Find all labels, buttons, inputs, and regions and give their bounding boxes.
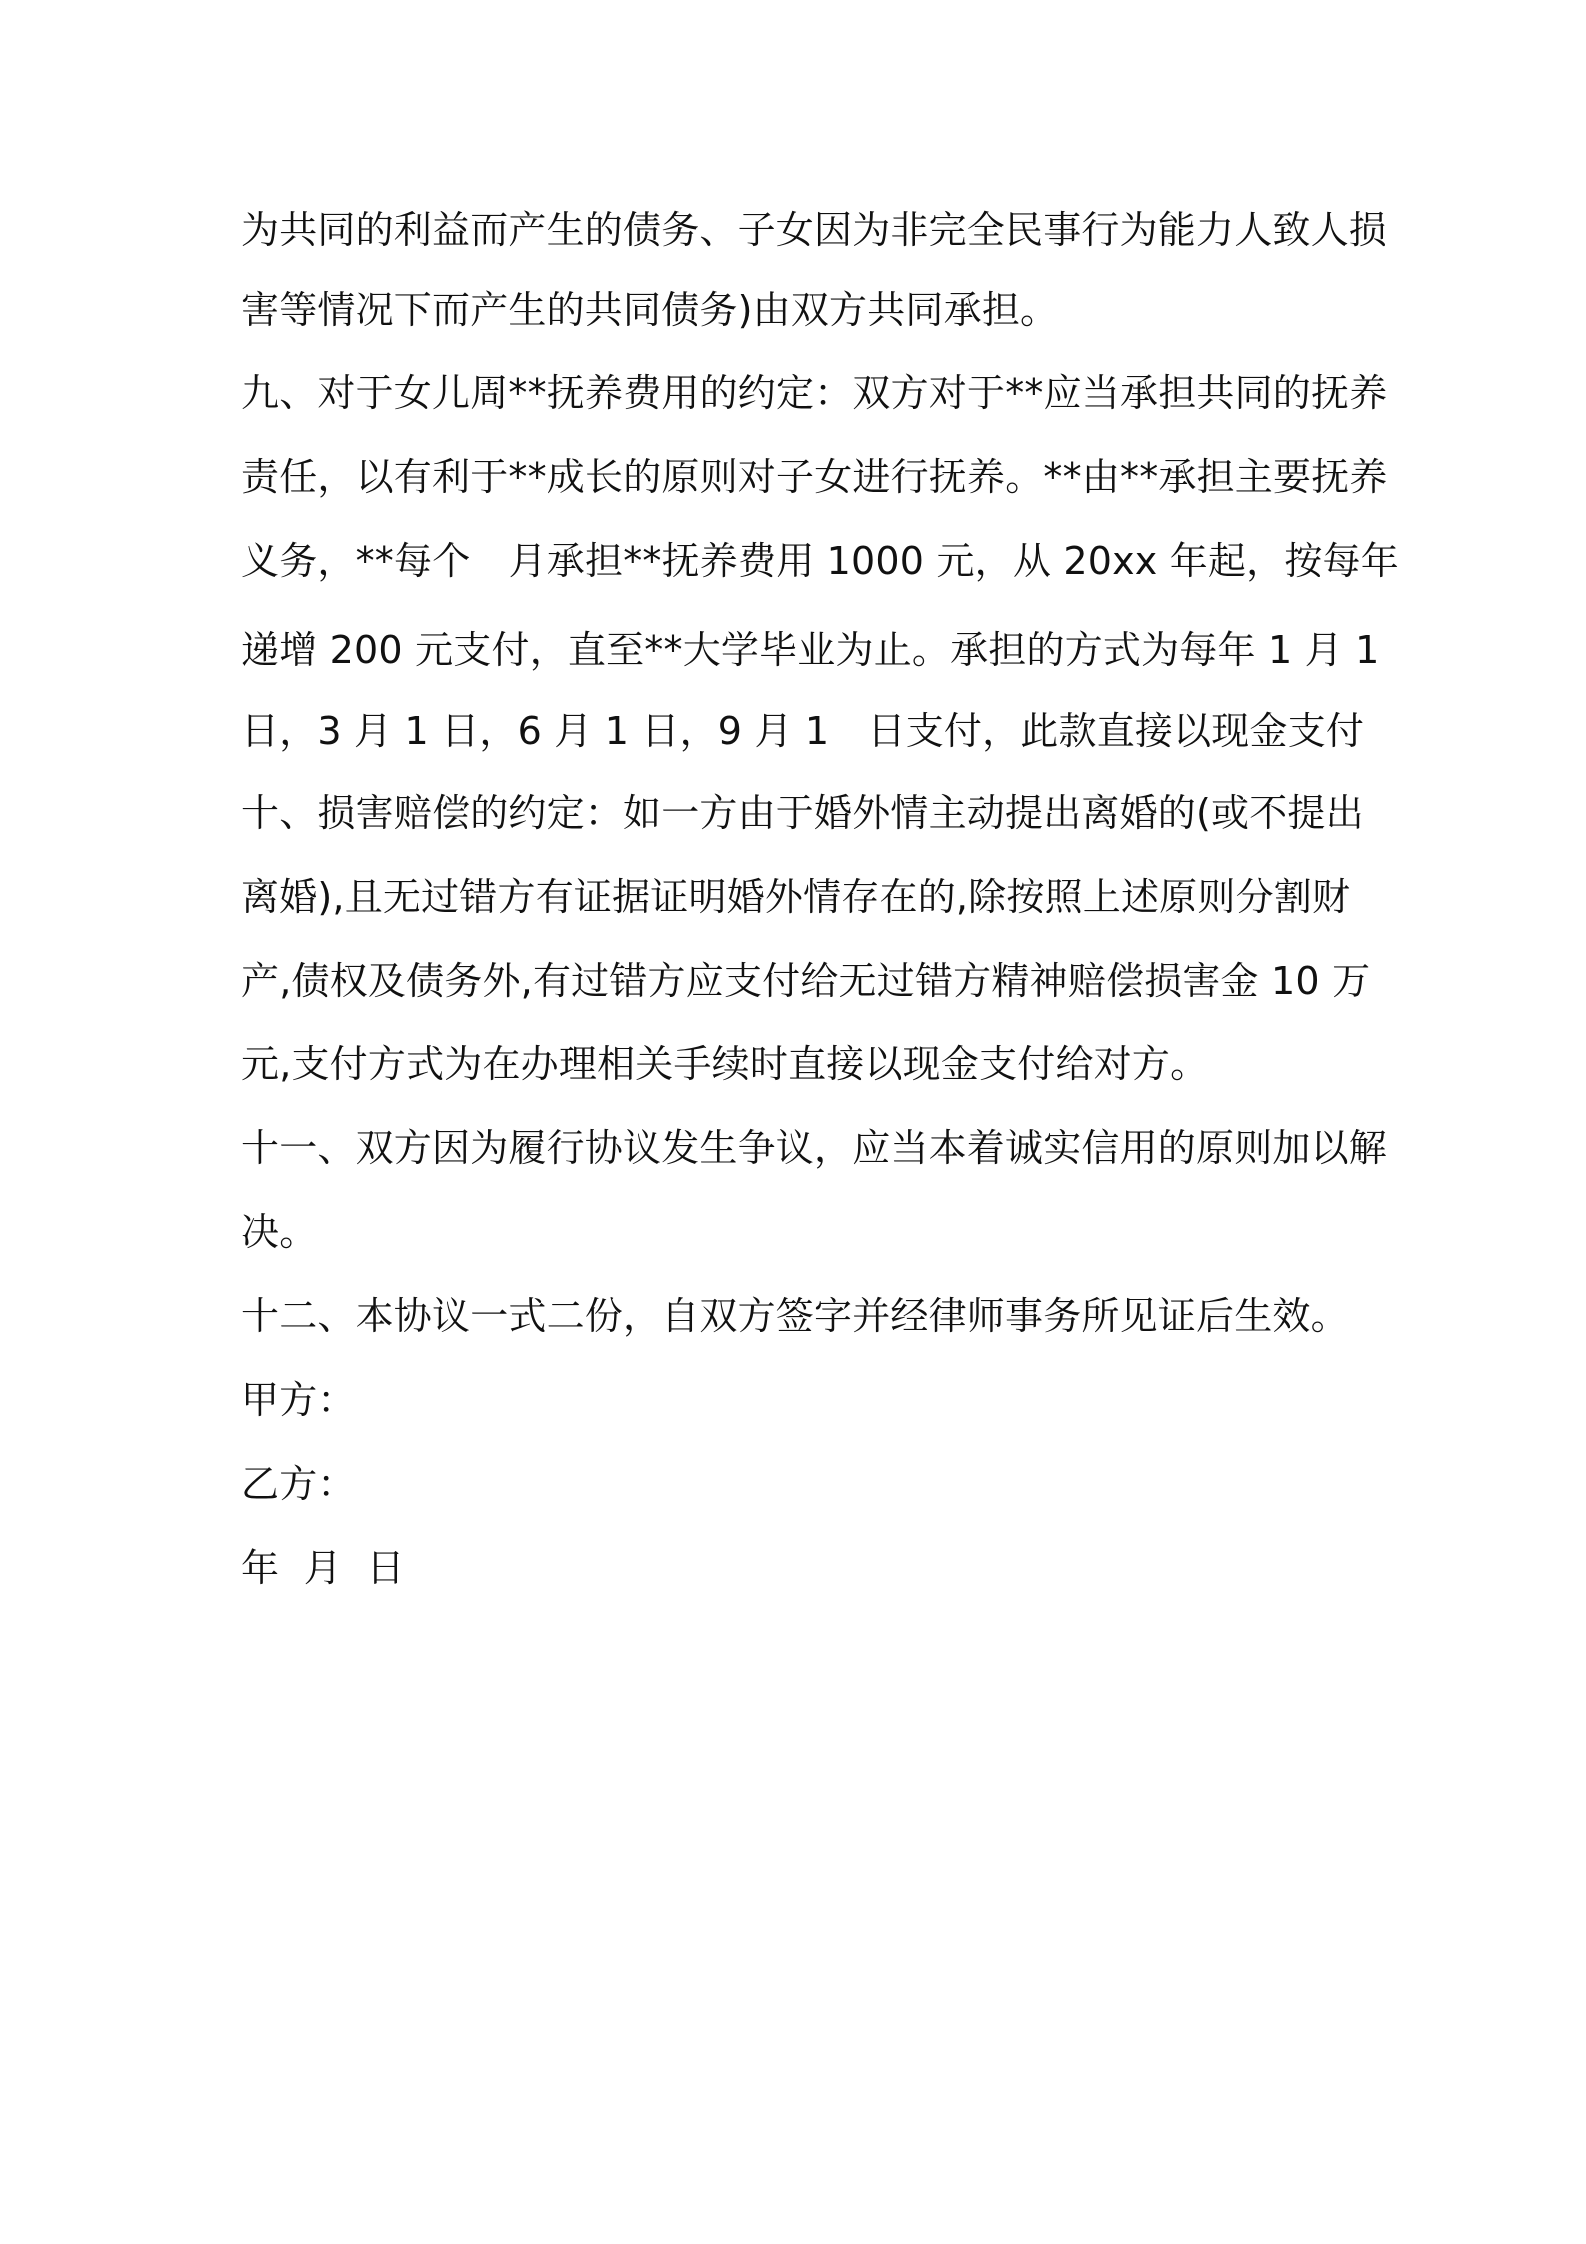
text-line-15: 甲方： [241, 1378, 356, 1422]
text-line-9: 离婚),且无过错方有证据证明婚外情存在的,除按照上述原则分割财 [241, 875, 1351, 919]
text-line-16: 乙方： [241, 1462, 356, 1506]
text-line-2: 害等情况下而产生的共同债务)由双方共同承担。 [241, 288, 1059, 332]
text-line-12: 十一、双方因为履行协议发生争议，应当本着诚实信用的原则加以解 [241, 1126, 1388, 1170]
text-line-4: 责任，以有利于**成长的原则对子女进行抚养。**由**承担主要抚养 [241, 455, 1388, 499]
text-line-10: 产,债权及债务外,有过错方应支付给无过错方精神赔偿损害金 10 万 [241, 959, 1371, 1003]
text-line-5: 义务，**每个 月承担**抚养费用 1000 元，从 20xx 年起，按每年 [241, 539, 1399, 583]
text-line-14: 十二、本协议一式二份，自双方签字并经律师事务所见证后生效。 [241, 1294, 1349, 1338]
text-line-17: 年 月 日 [241, 1546, 405, 1590]
text-line-3: 九、对于女儿周**抚养费用的约定：双方对于**应当承担共同的抚养 [241, 371, 1388, 415]
text-line-13: 决。 [241, 1210, 318, 1254]
text-line-1: 为共同的利益而产生的债务、子女因为非完全民事行为能力人致人损 [241, 208, 1388, 252]
text-line-7: 日，3 月 1 日，6 月 1 日，9 月 1 日支付，此款直接以现金支付 [241, 709, 1365, 753]
text-line-8: 十、损害赔偿的约定：如一方由于婚外情主动提出离婚的(或不提出 [241, 791, 1364, 835]
text-line-11: 元,支付方式为在办理相关手续时直接以现金支付给对方。 [241, 1042, 1209, 1086]
text-line-6: 递增 200 元支付，直至**大学毕业为止。承担的方式为每年 1 月 1 [241, 628, 1380, 672]
